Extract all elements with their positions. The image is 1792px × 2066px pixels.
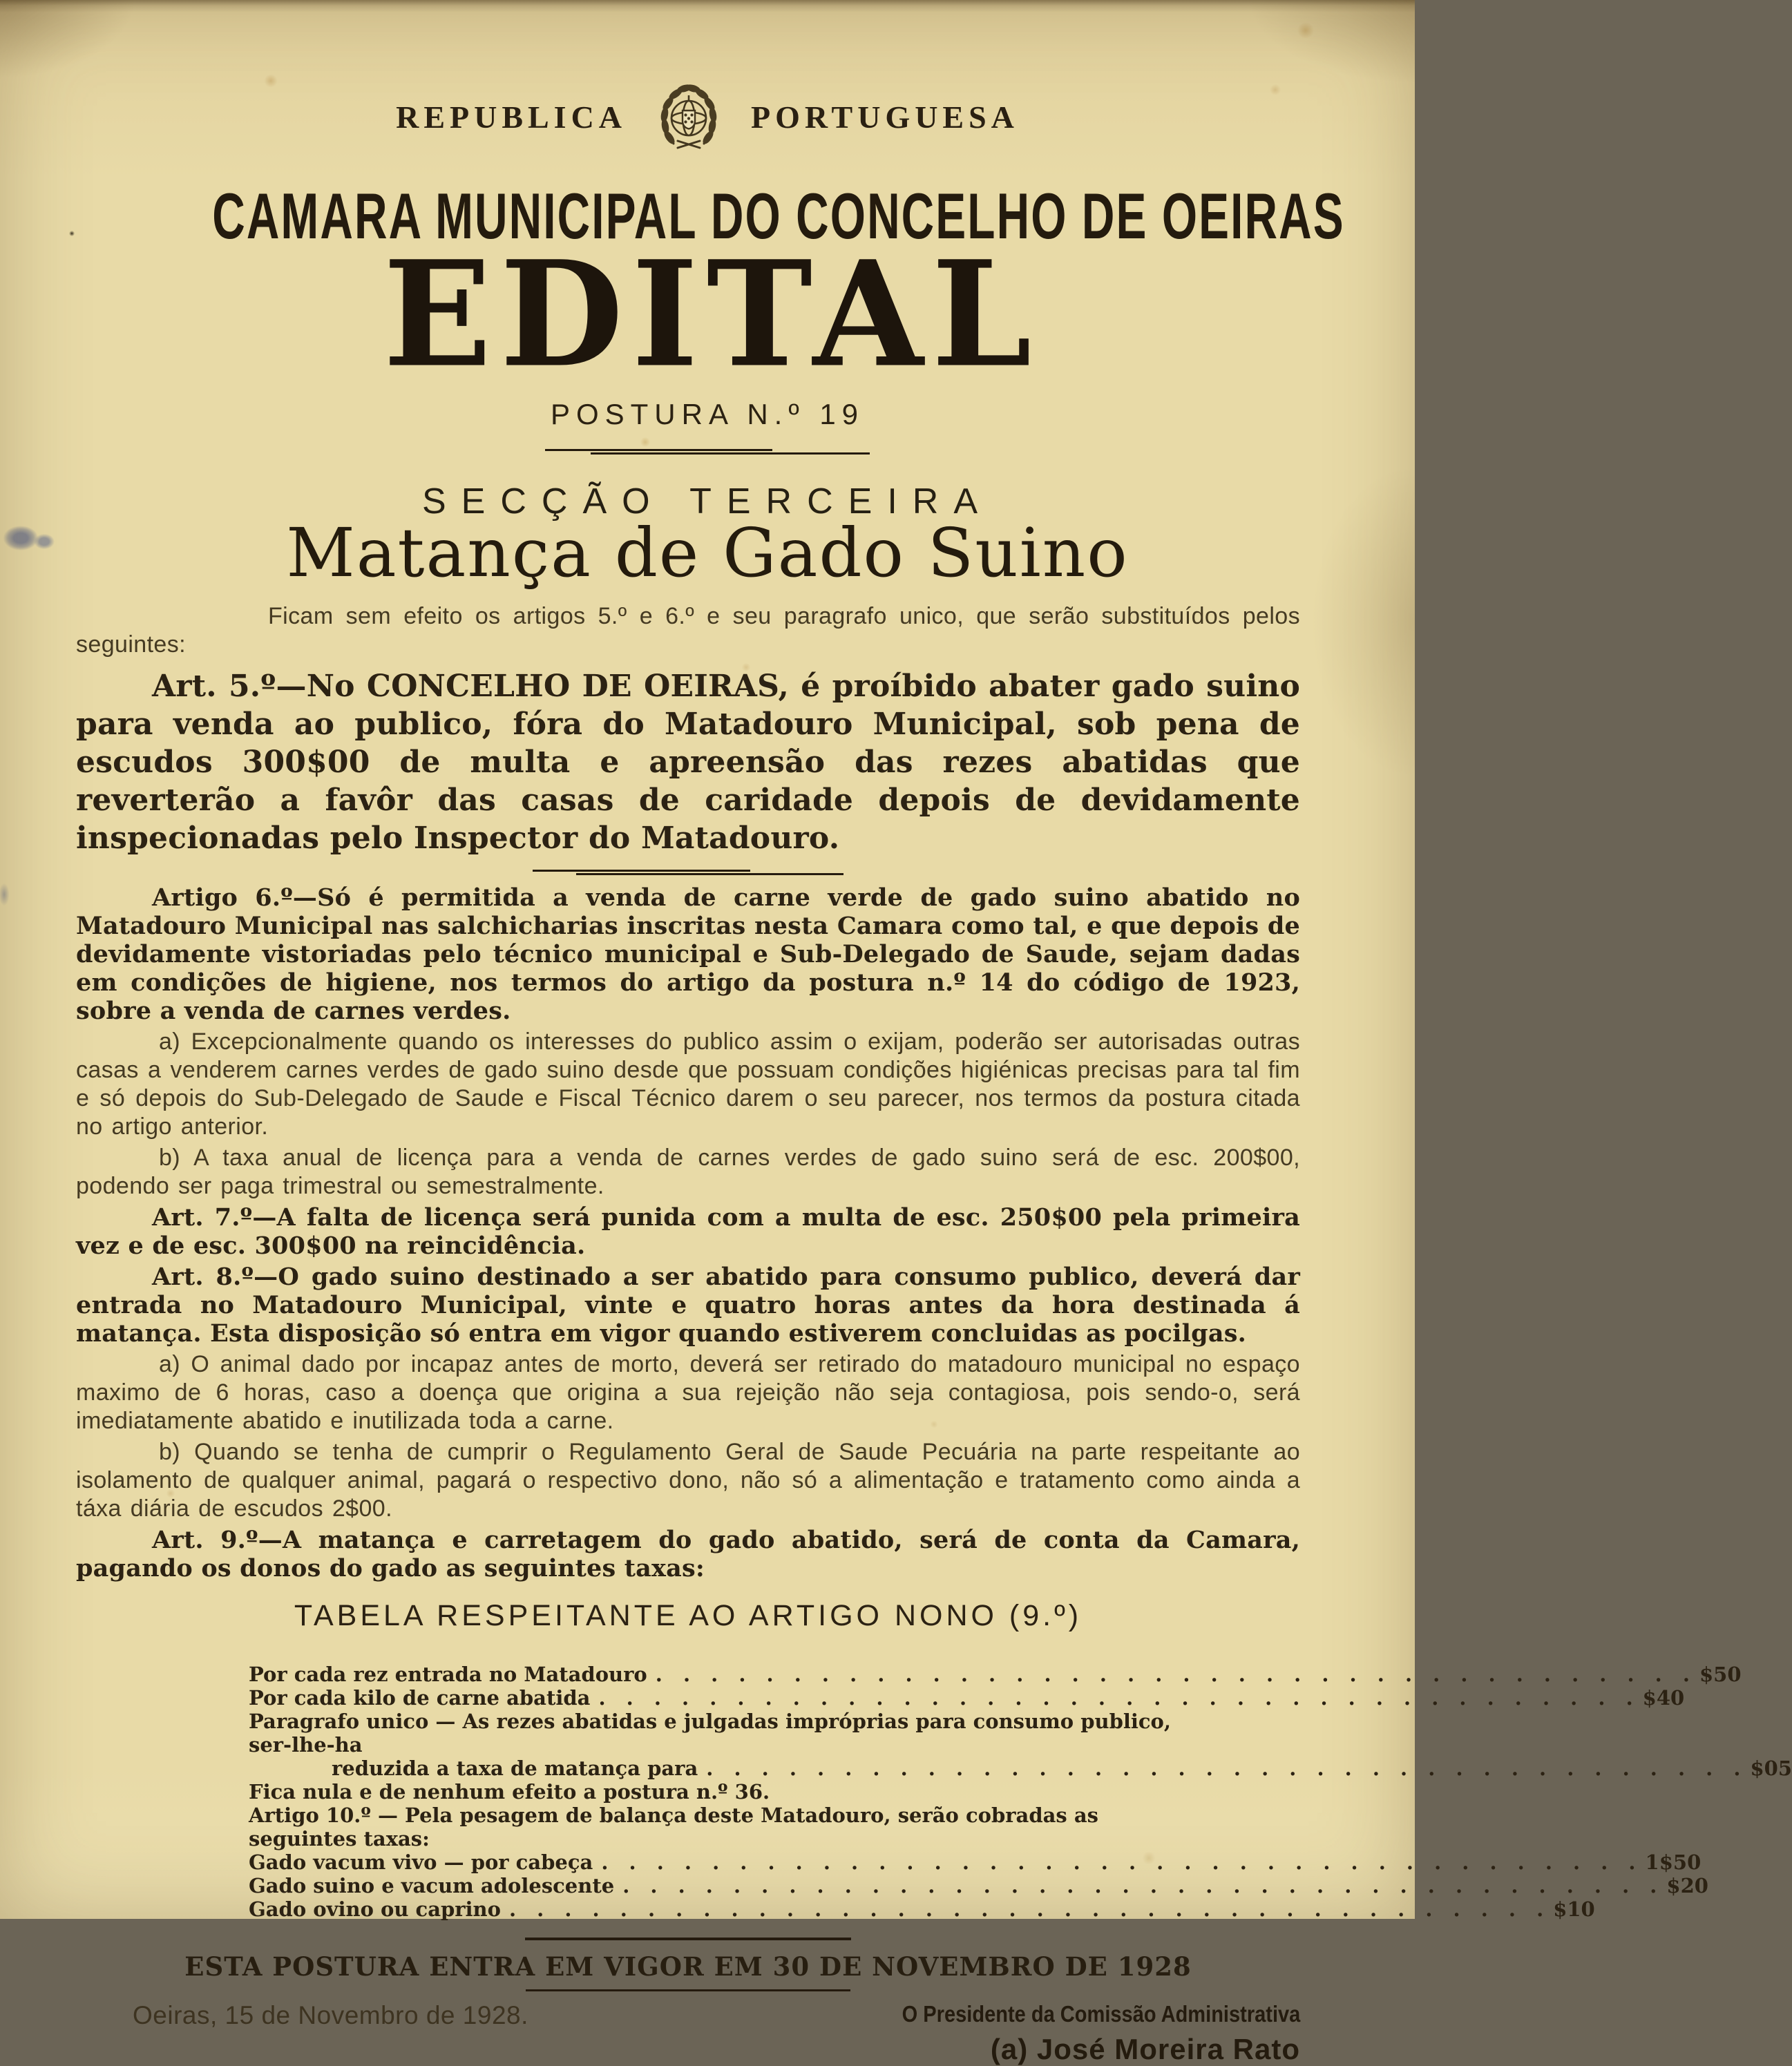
paragraph-article-6-b: b) A taxa anual de licença para a venda de carnes verdes de gado suino será de esc. 200$00, podendo ser paga trimestral ou semestralmente.: [76, 1145, 1300, 1199]
paragraph-article-7: Art. 7.º—A falta de licença será punida com a multa de esc. 250$00 pela primeira vez e de esc. 300$00 na reincidência.: [76, 1203, 1300, 1260]
masthead: [0, 75, 1415, 159]
table-row-label: reduzida a taxa de matança para: [332, 1757, 698, 1780]
paragraph-article-6: Artigo 6.º—Só é permitida a venda de carne verde de gado suino abatido no Matadouro Municipal nas salchicharias inscritas nesta Camara como tal, e que depois de devidamente vistoriadas pelo técnico municipal e Sub-Delegado de Saude, sejam dadas em condições de higiene, nos termos do artigo da postura n.º 14 do código de 1923, sobre a venda de carnes verdes.: [76, 883, 1300, 1025]
effective-date-line: ESTA POSTURA ENTRA EM VIGOR EM 30 DE NOVEMBRO DE 1928: [184, 1951, 1192, 1982]
postura-number: POSTURA N.º 19: [550, 398, 865, 430]
signature-block: [848, 2001, 1300, 2066]
table-row: [249, 1686, 1685, 1710]
dot-leader: [601, 1850, 1637, 1874]
dot-leader: [598, 1686, 1634, 1710]
table-row-label: Artigo 10.º — Pela pesagem de balança deste Matadouro, serão cobradas as seguintes taxas:: [249, 1804, 1098, 1850]
section-kicker: SECÇÃO TERCEIRA: [421, 481, 993, 522]
paragraph-article-8-b: b) Quando se tenha de cumprir o Regulamento Geral de Saude Pecuária na parte respeitante ao isolamento de qualquer animal, pagará o respectivo dono, não só a alimentação e tratamento como ainda a táxa diária de escudos 2$00.: [76, 1439, 1300, 1522]
section-heading: Matança de Gado Suino: [286, 514, 1129, 592]
table-row-value: $05: [1750, 1757, 1792, 1780]
paragraph-article-5: Art. 5.º—No CONCELHO DE OEIRAS, é proíbido abater gado suino para venda ao publico, fóra do Matadouro Municipal, sob pena de escudos 300$00 de multa e apreensão das rezes abatidas que reverterão a favôr das casas de caridade depois de devidamente inspecionadas pelo Inspector do Matadouro.: [76, 669, 1300, 856]
table-row-label: Paragrafo unico — As rezes abatidas e julgadas impróprias para consumo publico, ser-lhe-ha: [249, 1710, 1171, 1757]
divider-below-vigor: [526, 1989, 850, 1991]
ornamental-divider-top: [545, 448, 870, 456]
paragraph-intro: Ficam sem efeito os artigos 5.º e 6.º e seu paragrafo unico, que serão substituídos pelos seguintes:: [76, 603, 1300, 658]
dot-leader: [509, 1897, 1545, 1921]
table-row-label: Por cada kilo de carne abatida: [249, 1686, 591, 1710]
issue-date: Oeiras, 15 de Novembro de 1928.: [133, 2001, 528, 2029]
divider-above-vigor: [525, 1938, 851, 1940]
table-heading: TABELA RESPEITANTE AO ARTIGO NONO (9.º): [294, 1599, 1083, 1632]
table-row: [249, 1804, 1176, 1850]
paragraph-article-8-a: a) O animal dado por incapaz antes de morto, deverá ser retirado do matadouro municipal no espaço maximo de 6 horas, caso a doença que origina a sua rejeição não seja contagiosa, pois sendo-o, será imediatamente abatido e inutilizada toda a carne.: [76, 1351, 1300, 1434]
table-row-label: Gado suino e vacum adolescente: [249, 1874, 615, 1897]
table-row: [249, 1663, 1742, 1686]
table-row-value: $50: [1699, 1663, 1742, 1686]
table-row: [249, 1757, 1792, 1780]
footer: [76, 2001, 1300, 2066]
masthead-republica: REPUBLICA: [396, 99, 627, 135]
table-row-label: Gado vacum vivo — por cabeça: [249, 1850, 593, 1874]
table-row: [249, 1874, 1708, 1897]
table-row-value: 1$50: [1645, 1850, 1702, 1874]
coat-of-arms-portuguese-republic-icon: [657, 75, 721, 159]
masthead-portuguesa: PORTUGUESA: [751, 99, 1019, 135]
dot-leader: [622, 1874, 1658, 1897]
edital-title: EDITAL: [383, 229, 1040, 400]
table-row: [249, 1897, 1595, 1921]
table-row-value: $10: [1553, 1897, 1595, 1921]
table-row-value: $40: [1642, 1686, 1685, 1710]
ornamental-divider-middle: [533, 868, 843, 877]
fees-table: [76, 1663, 1792, 1921]
municipality-title: CAMARA MUNICIPAL DO CONCELHO DE OEIRAS: [212, 180, 1345, 252]
paragraph-article-6-a: a) Excepcionalmente quando os interesses do publico assim o exijam, poderão ser autorisadas outras casas a venderem carnes verdes de gado suino desde que possuam condições higiénicas precisas para tal fim e só depois do Sub-Delegado de Saude e Fiscal Técnico darem o seu parecer, nos termos da postura citada no artigo anterior.: [76, 1029, 1300, 1140]
table-row: [249, 1710, 1176, 1757]
paragraph-article-8: Art. 8.º—O gado suino destinado a ser abatido para consumo publico, deverá dar entrada no Matadouro Municipal, vinte e quatro horas antes da hora destinada á matança. Esta disposição só entra em vigor quando estiverem concluidas as pocilgas.: [76, 1263, 1300, 1348]
table-row-value: $20: [1666, 1874, 1708, 1897]
dot-leader: [656, 1663, 1691, 1686]
signatory-role: O Presidente da Comissão Administrativa: [902, 2001, 1300, 2027]
document-body: [76, 602, 1792, 2066]
table-row: [249, 1780, 1176, 1804]
table-row-label: Por cada rez entrada no Matadouro: [249, 1663, 647, 1686]
table-row-label: Fica nula e de nenhum efeito a postura n.º 36.: [249, 1780, 770, 1804]
signatory-name: (a) José Moreira Rato: [990, 2033, 1300, 2065]
table-row: [249, 1850, 1702, 1874]
table-row-label: Gado ovino ou caprino: [249, 1897, 501, 1921]
dot-leader: [706, 1757, 1742, 1780]
paragraph-article-9: Art. 9.º—A matança e carretagem do gado abatido, será de conta da Camara, pagando os donos do gado as seguintes taxas:: [76, 1526, 1300, 1582]
